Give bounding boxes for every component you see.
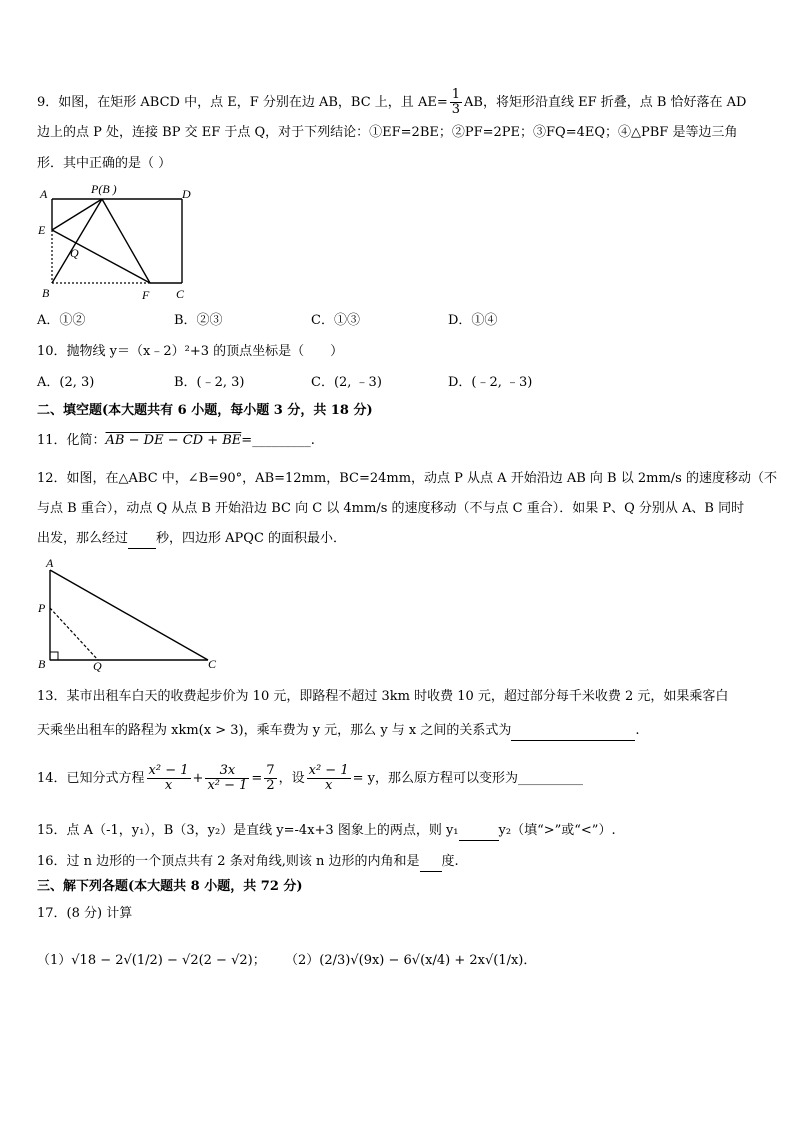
- q14-fraction-4: $\frac{\text{x² − 1}}{x}$: [308, 763, 349, 793]
- q16-text: 16．过 n 边形的一个顶点共有 2 条对角线,则该 n 边形的内角和是 度.: [37, 853, 459, 872]
- q17-title: 17．(8 分) 计算: [37, 906, 133, 921]
- q14-answer-blank[interactable]: __________: [517, 771, 583, 786]
- q14-text: 14．已知分式方程 $\frac{\text{x² − 1}}{x}$ + $\frac{3x}{\text{x² − 1}}$ = $\frac{7}{2}$ ，设 $\frac{\text{x² − 1}}{x}$ = y，那么原方程可以变形为__________: [37, 763, 583, 793]
- right-angle-mark: [50, 652, 58, 660]
- q9-options: [37, 312, 585, 330]
- segment-ep: [52, 199, 102, 230]
- label-c: C: [208, 657, 217, 671]
- label-p: P(B ): [91, 182, 117, 196]
- q10-option-c[interactable]: C．(2, ﹣3): [311, 375, 382, 390]
- q15-answer-blank[interactable]: [459, 822, 499, 841]
- q10-text: 10．抛物线 y＝（x﹣2）²+3 的顶点坐标是（ ）: [37, 344, 344, 359]
- q15-text: 15．点 A（-1，y₁），B（3，y₂）是直线 y=-4x+3 图象上的两点，则 y₁ y₂（填“>”或“<”）.: [37, 822, 616, 841]
- q13-line1: 13．某市出租车白天的收费起步价为 10 元，即路程不超过 3km 时收费 10 元，超过部分每千米收费 2 元，如果乘客白: [37, 689, 729, 704]
- label-a: A: [46, 556, 54, 570]
- q9-option-d[interactable]: D．①④: [448, 313, 498, 328]
- q9-line1: 9．如图，在矩形 ABCD 中，点 E，F 分别在边 AB，BC 上，且 AE= $\frac{1}{3}$ AB，将矩形沿直线 EF 折叠，点 B 恰好落在 AD: [37, 87, 747, 117]
- q12-line3: 出发，那么经过 秒，四边形 APQC 的面积最小．: [37, 530, 346, 549]
- q11-text: 11．化简：AB − DE − CD + BE=_________.: [37, 433, 315, 448]
- label-p: P: [38, 601, 46, 615]
- q14-fraction-3: $\frac{7}{2}$: [266, 763, 275, 793]
- label-e: E: [38, 223, 46, 237]
- section-2-heading: 二、填空题(本大题共有 6 小题，每小题 3 分，共 18 分): [37, 403, 373, 418]
- label-q: Q: [70, 246, 79, 260]
- q14-fraction-1: $\frac{\text{x² − 1}}{x}$: [148, 763, 189, 793]
- q14-fraction-2: $\frac{3x}{\text{x² − 1}}$: [207, 763, 248, 793]
- q11-vector-expression: AB − DE − CD + BE: [105, 433, 242, 448]
- q9-option-a[interactable]: A．①②: [37, 313, 86, 328]
- label-c: C: [176, 287, 185, 301]
- q17-parts: [37, 952, 536, 970]
- section-3-heading: 三、解下列各题(本大题共 8 小题，共 72 分): [37, 879, 303, 894]
- q13-answer-blank[interactable]: [511, 722, 635, 741]
- q9-fraction: $\frac{1}{3}$: [451, 87, 460, 117]
- label-b: B: [38, 657, 46, 671]
- q13-line2: 天乘坐出租车的路程为 xkm(x > 3)，乘车费为 y 元，那么 y 与 x 之间的关系式为 .: [37, 722, 640, 741]
- q9-rectangle-figure: [32, 182, 197, 302]
- q9-option-c[interactable]: C．①③: [311, 313, 360, 328]
- q12-line1: 12．如图，在△ABC 中，∠B=90°，AB=12mm，BC=24mm，动点 P 从点 A 开始沿边 AB 向 B 以 2mm/s 的速度移动（不: [37, 471, 777, 486]
- q16-answer-blank[interactable]: [420, 853, 442, 872]
- q9-line3: 形．其中正确的是（ ）: [37, 156, 172, 171]
- q10-options: [37, 374, 585, 392]
- q17-part-2: （2）(2/3)√(9x) − 6√(x/4) + 2x√(1/x)．: [285, 953, 537, 968]
- side-ac: [50, 570, 208, 660]
- q9-option-b[interactable]: B．②③: [174, 313, 223, 328]
- q12-line2: 与点 B 重合），动点 Q 从点 B 开始沿边 BC 向 C 以 4mm/s 的速度移动（不与点 C 重合）．如果 P、Q 分别从 A、B 同时: [37, 501, 745, 516]
- label-f: F: [142, 288, 150, 302]
- label-a: A: [40, 187, 48, 201]
- segment-bp: [52, 199, 102, 283]
- q12-answer-blank[interactable]: [128, 530, 156, 549]
- q17-part-1: （1）√18 − 2√(1/2) − √2(2 − √2)；: [37, 953, 266, 968]
- q10-option-d[interactable]: D．(﹣2, ﹣3): [448, 375, 533, 390]
- label-d: D: [182, 187, 191, 201]
- q12-triangle-figure: [32, 556, 227, 672]
- q10-option-a[interactable]: A．(2, 3): [37, 375, 95, 390]
- label-b: B: [42, 286, 50, 300]
- q10-option-b[interactable]: B．(﹣2, 3): [174, 375, 245, 390]
- label-q: Q: [93, 659, 102, 672]
- q9-line2: 边上的点 P 处，连接 BP 交 EF 于点 Q，对于下列结论：①EF=2BE；②PF=2PE；③FQ=4EQ；④△PBF 是等边三角: [37, 125, 738, 140]
